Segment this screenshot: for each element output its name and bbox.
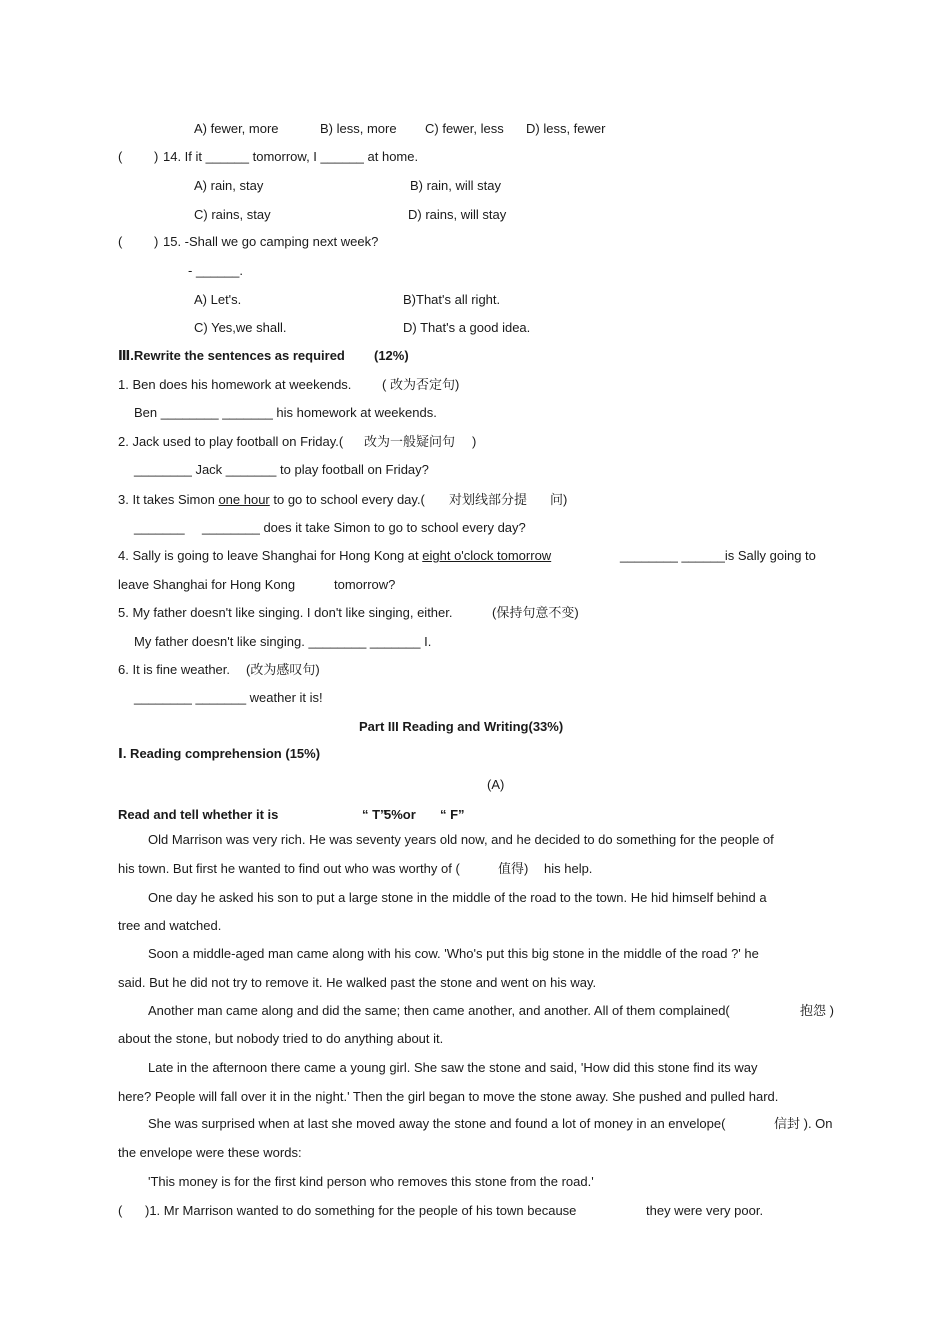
instruction: Read and tell whether it is (118, 807, 279, 822)
rewrite-answer-continued: leave Shanghai for Hong Kong (118, 577, 296, 592)
rewrite-answer: ________ does it take Simon to go to school every day? (202, 520, 526, 535)
passage-line: Old Marrison was very rich. He was seventy years old now, and he decided to do something for the people of (148, 832, 774, 847)
rewrite-question: 2. Jack used to play football on Friday.( (118, 434, 344, 449)
option-a: A) fewer, more (194, 121, 279, 136)
instruction-note: (保持句意不变) (492, 605, 579, 620)
tf-question-tail: they were very poor. (646, 1203, 764, 1218)
instruction-note: 问) (550, 492, 568, 507)
option-a: A) Let's. (194, 292, 242, 307)
answer-paren: ( (118, 234, 123, 249)
passage-line: here? People will fall over it in the night.' Then the girl began to move the stone away. She pushed and pulled hard. (118, 1089, 779, 1104)
rewrite-answer-continued: tomorrow? (334, 577, 396, 592)
score-or: 5%or (384, 807, 416, 822)
passage-line: One day he asked his son to put a large stone in the middle of the road to the town. He hid himself behind a (148, 890, 767, 905)
instruction-note: 对划线部分提 (449, 492, 528, 507)
tf-question: )1. Mr Marrison wanted to do something for the people of his town because (145, 1203, 577, 1218)
gloss-note: 值得) (498, 861, 529, 876)
passage-label: (A) (487, 777, 505, 792)
instruction-note: (改为感叹句) (246, 662, 320, 677)
answer-paren-close: ) (154, 234, 159, 249)
answer-blank: _______ (134, 520, 185, 535)
rewrite-answer: ________ _______ weather it is! (134, 690, 323, 705)
passage-line: his help. (544, 861, 593, 876)
rewrite-question: 1. Ben does his homework at weekends. (118, 377, 352, 392)
passage-line: Soon a middle-aged man came along with his cow. 'Who's put this big stone in the middle of the road ?' he (148, 946, 759, 961)
underlined-phrase: one hour (218, 492, 270, 507)
passage-line: Late in the afternoon there came a young girl. She saw the stone and said, 'How did this stone find its way (148, 1060, 758, 1075)
instruction-note: 改为一般疑问句 (364, 434, 456, 449)
gloss-note: 信封 ). On (774, 1116, 833, 1131)
option-d: D) less, fewer (526, 121, 606, 136)
rewrite-answer: My father doesn't like singing. ________ _______ I. (134, 634, 432, 649)
gloss-note: 抱怨 ) (800, 1003, 834, 1018)
option-d: D) That's a good idea. (403, 320, 531, 335)
option-c: C) rains, stay (194, 207, 271, 222)
true-marker: “ T” (362, 807, 387, 822)
answer-paren: ( (118, 1203, 123, 1218)
option-d: D) rains, will stay (408, 207, 507, 222)
passage-line: Another man came along and did the same; then came another, and another. All of them complained( (148, 1003, 730, 1018)
instruction-close: ) (472, 434, 477, 449)
option-a: A) rain, stay (194, 178, 264, 193)
passage-line: about the stone, but nobody tried to do anything about it. (118, 1031, 444, 1046)
rewrite-answer: ________ Jack _______ to play football on Friday? (134, 462, 429, 477)
passage-line: 'This money is for the first kind person who removes this stone from the road.' (148, 1174, 594, 1189)
option-b: B) less, more (320, 121, 397, 136)
answer-paren: ( (118, 149, 123, 164)
part-heading: Part III Reading and Writing(33%) (359, 719, 564, 734)
passage-line: said. But he did not try to remove it. He walked past the stone and went on his way. (118, 975, 597, 990)
section-heading: Ⅲ.Rewrite the sentences as required (118, 348, 345, 363)
section-heading: Ⅰ. Reading comprehension (15%) (118, 746, 321, 761)
rewrite-question (118, 548, 551, 564)
passage-line: the envelope were these words: (118, 1145, 302, 1160)
instruction-note: ( 改为否定句) (382, 377, 460, 392)
option-b: B)That's all right. (403, 292, 501, 307)
rewrite-question: 5. My father doesn't like singing. I don't like singing, either. (118, 605, 453, 620)
option-c: C) fewer, less (425, 121, 504, 136)
option-c: C) Yes,we shall. (194, 320, 287, 335)
question-text: 4. Sally is going to leave Shanghai for Hong Kong at (118, 548, 423, 563)
false-marker: “ F” (440, 807, 465, 822)
passage-line: tree and watched. (118, 918, 222, 933)
question-stem: 14. If it ______ tomorrow, I ______ at home. (163, 149, 419, 164)
passage-line: She was surprised when at last she moved away the stone and found a lot of money in an envelope( (148, 1116, 726, 1131)
option-b: B) rain, will stay (410, 178, 502, 193)
question-stem: 15. -Shall we go camping next week? (163, 234, 379, 249)
question-text: 3. It takes Simon (118, 492, 219, 507)
rewrite-question: 6. It is fine weather. (118, 662, 231, 677)
dialog-reply: - ______. (188, 263, 243, 278)
rewrite-answer: ________ ______is Sally going to (620, 548, 816, 563)
underlined-phrase: eight o'clock tomorrow (422, 548, 552, 563)
section-score: (12%) (374, 348, 409, 363)
rewrite-answer: Ben ________ _______ his homework at weekends. (134, 405, 437, 420)
passage-line: his town. But first he wanted to find out who was worthy of ( (118, 861, 460, 876)
answer-paren-close: ) (154, 149, 159, 164)
rewrite-question (118, 492, 425, 508)
question-text: to go to school every day.( (269, 492, 425, 507)
